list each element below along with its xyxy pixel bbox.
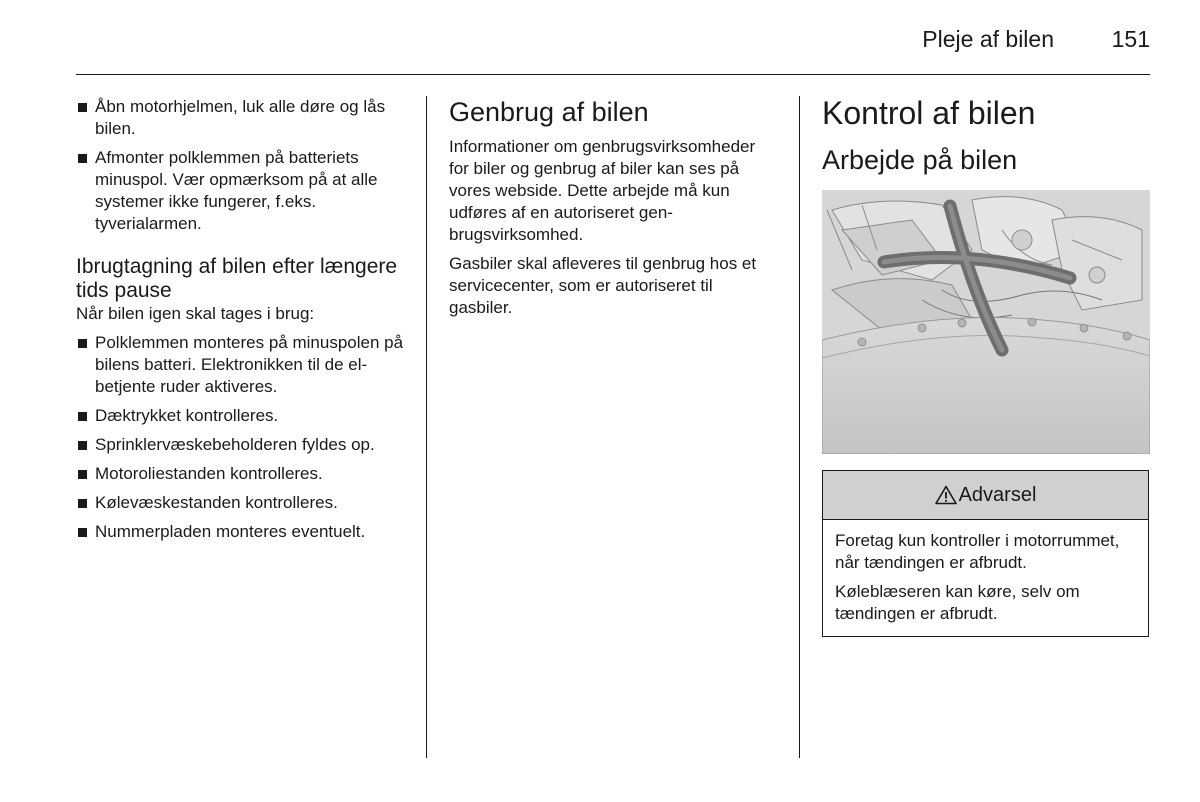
page-number: 151 bbox=[1111, 26, 1150, 52]
warning-paragraph: Køleblæseren kan køre, selv om tændingen er afbrudt. bbox=[835, 582, 1080, 623]
page-header-title: Pleje af bilen bbox=[922, 26, 1054, 52]
paragraph: Informationer om genbrugsvirksomheder for biler og genbrug af biler kan ses på vores webside. Dette arbejde må kun udføres af en autoriseret genbrugsvirksomhed. bbox=[449, 137, 756, 244]
column-1 bbox=[76, 96, 412, 550]
section-subheading: Ibrugtagning af bilen efter længere tids pause bbox=[76, 255, 398, 302]
warning-paragraph: Foretag kun kontroller i motorrummet, når tændingen er afbrudt. bbox=[835, 531, 1120, 572]
header-rule bbox=[76, 74, 1150, 75]
engine-bay-illustration bbox=[822, 190, 1150, 454]
section-heading: Kontrol af bilen bbox=[822, 95, 1036, 131]
paragraph: Gasbiler skal afleveres til genbrug hos et servicecenter, som er autoriseret til gasbiler. bbox=[449, 254, 757, 317]
section-subheading: Arbejde på bilen bbox=[822, 145, 1018, 175]
column-3 bbox=[822, 96, 1150, 637]
list-item: Motoroliestanden kontrolleres. bbox=[76, 463, 412, 485]
list-item: Sprinklervæskebeholderen fyldes op. bbox=[76, 434, 412, 456]
intro-text: Når bilen igen skal tages i brug: bbox=[76, 304, 315, 323]
list-item: Afmonter polklemmen på batteriets minuspol. Vær opmærksom på at alle systemer ikke fungerer, f.eks. tyverialarmen. bbox=[76, 147, 412, 235]
preparation-list bbox=[76, 96, 412, 235]
list-item: Nummerpladen monteres eventuelt. bbox=[76, 521, 412, 543]
warning-triangle-icon bbox=[935, 485, 957, 505]
section-heading: Genbrug af bilen bbox=[449, 97, 649, 127]
column-divider-right bbox=[799, 96, 800, 758]
list-item: Kølevæskestanden kontrolleres. bbox=[76, 492, 412, 514]
warning-box bbox=[822, 470, 1149, 637]
warning-body bbox=[823, 520, 1148, 636]
warning-header bbox=[823, 471, 1148, 520]
warning-title: Advarsel bbox=[958, 484, 1037, 506]
recommission-list bbox=[76, 332, 412, 543]
column-2 bbox=[449, 96, 779, 326]
column-divider-left bbox=[426, 96, 427, 758]
list-item: Polklemmen monteres på minuspolen på bilens batteri. Elektronikken til de el-betjente ruder aktiveres. bbox=[76, 332, 412, 398]
list-item: Åbn motorhjelmen, luk alle døre og lås bilen. bbox=[76, 96, 412, 140]
list-item: Dæktrykket kontrolleres. bbox=[76, 405, 412, 427]
